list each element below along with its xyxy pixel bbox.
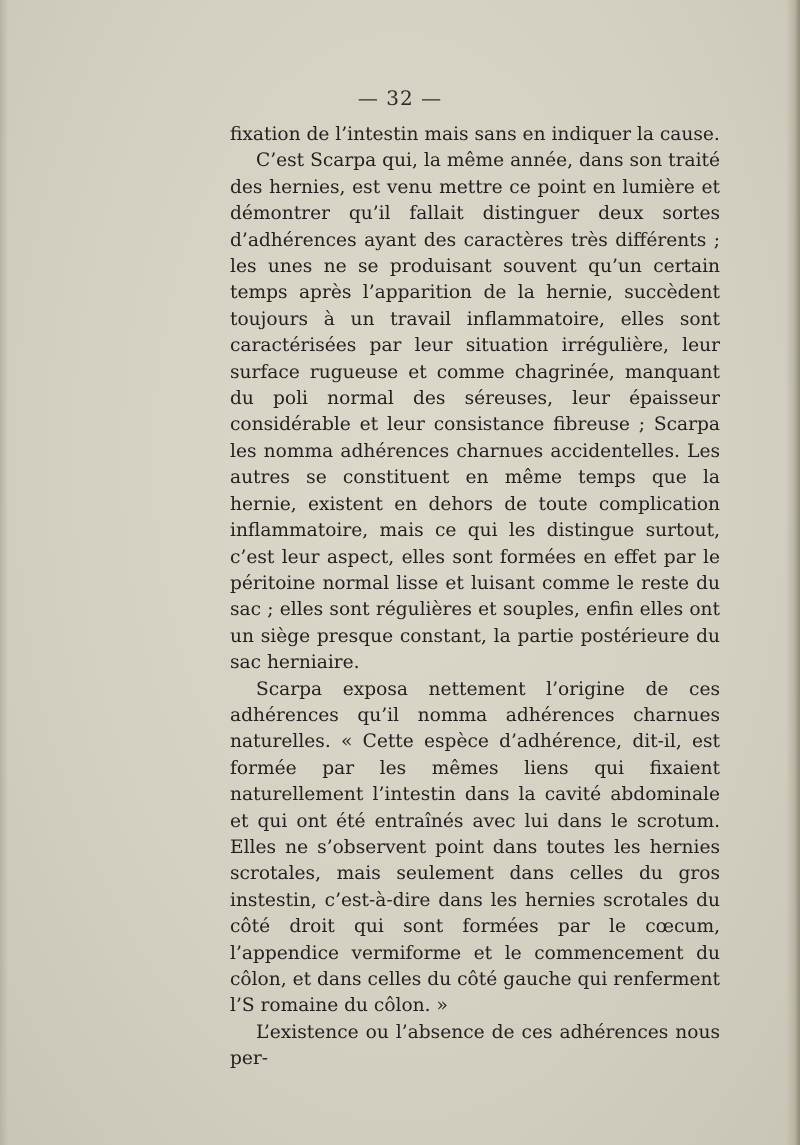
- paragraph-scarpa-distinction: C’est Scarpa qui, la même année, dans son traité des hernies, est venu mettre ce point en lumière et démontrer qu’il fallait distinguer deux sortes d’adhérences ayant des caractères très différents ; les unes ne se produisant souvent qu’un certain temps après l’apparition de la hernie, succèdent toujours à un travail inflammatoire, elles sont caractérisées par leur situation irrégulière, leur surface rugueuse et comme chagrinée, manquant du poli normal des séreuses, leur épaisseur considérable et leur consistance fibreuse ; Scarpa les nomma adhérences charnues accidentelles. Les autres se constituent en même temps que la hernie, existent en dehors de toute complication inflammatoire, mais ce qui les distingue surtout, c’est leur aspect, elles sont formées en effet par le péritoine normal lisse et luisant comme le reste du sac ; elles sont régulières et souples, enfin elles ont un siège presque constant, la partie postérieure du sac herniaire.: [230, 150, 720, 674]
- paragraph-final-line: L’existence ou l’absence de ces adhérences nous per-: [230, 1021, 720, 1070]
- page-right-edge-shadow: [786, 0, 800, 1145]
- body-text: [230, 122, 720, 1073]
- page-number: — 32 —: [357, 86, 443, 110]
- page-left-edge-shadow: [0, 0, 8, 1145]
- paragraph-continuation: fixation de l’intestin mais sans en indiquer la cause.: [230, 124, 720, 145]
- paragraph-scarpa-quote: Scarpa exposa nettement l’origine de ces adhérences qu’il nomma adhérences charnues naturelles. « Cette espèce d’adhérence, dit-il, est formée par les mêmes liens qui fixaient naturellement l’intestin dans la cavité abdominale et qui ont été entraînés avec lui dans le scrotum. Elles ne s’observent point dans toutes les hernies scrotales, mais seulement dans celles du gros instestin, c’est-à-dire dans les hernies scrotales du côté droit qui sont formées par le cœcum, l’appendice vermiforme et le commencement du côlon, et dans celles du côté gauche qui renferment l’S romaine du côlon. »: [230, 678, 720, 1017]
